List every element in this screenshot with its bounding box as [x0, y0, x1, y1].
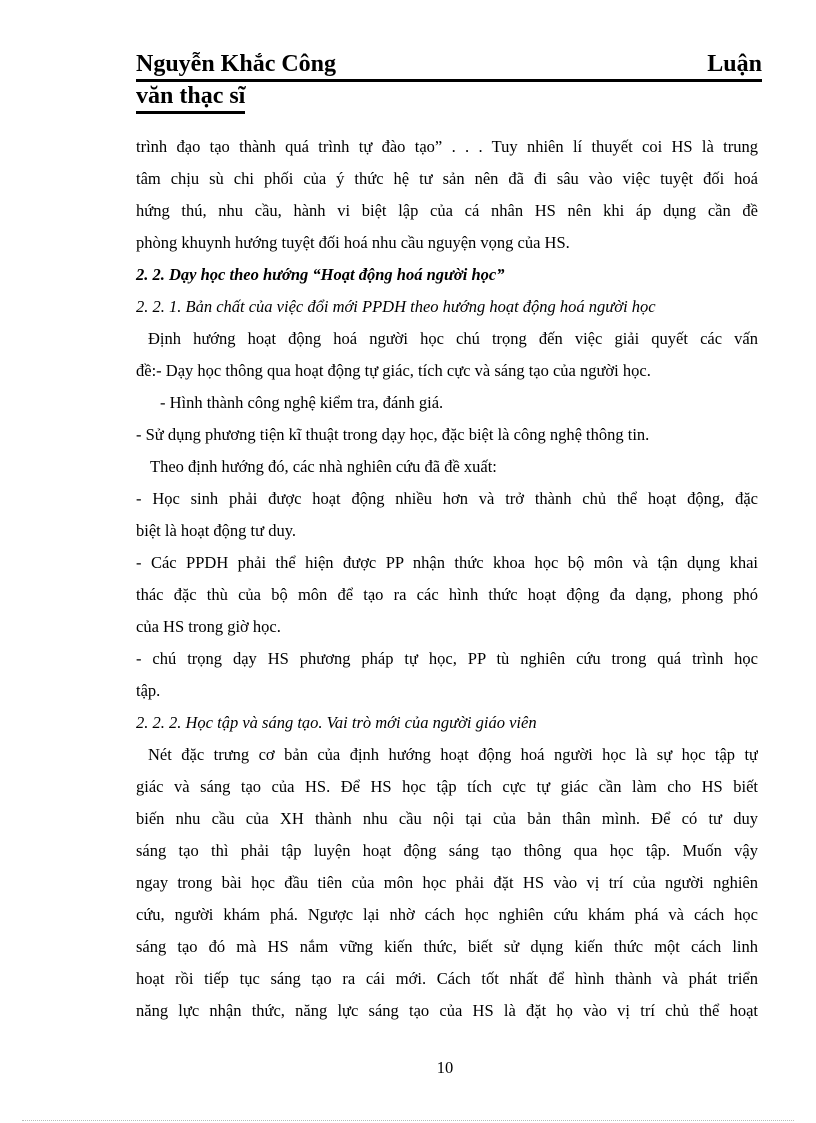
section-heading: 2. 2. 2. Học tập và sáng tạo. Vai trò mới của người giáo viên: [136, 713, 537, 732]
text-line: hứng thú, nhu cầu, hành vi biệt lập của cá nhân HS nên khi áp dụng cần đề: [136, 201, 758, 220]
document-body: [136, 131, 758, 1027]
text-line: biến nhu cầu của XH thành nhu cầu nội tại của bản thân mình. Để có tư duy: [136, 809, 758, 828]
page-number: 10: [436, 1058, 454, 1077]
text-line: - Sử dụng phương tiện kĩ thuật trong dạy học, đặc biệt là công nghệ thông tin.: [136, 425, 650, 444]
text-line: hoạt rồi tiếp tục sáng tạo ra cái mới. Cách tốt nhất để hình thành và phát triển: [136, 969, 758, 988]
author-name: Nguyễn Khắc Công: [136, 51, 337, 77]
section-heading: 2. 2. 1. Bản chất của việc đổi mới PPDH theo hướng hoạt động hoá người học: [136, 297, 656, 316]
text-line: ngay trong bài học đầu tiên của môn học phải đặt HS vào vị trí của người nghiên: [136, 873, 758, 892]
section-heading: 2. 2. Dạy học theo hướng “Hoạt động hoá người học”: [136, 265, 505, 284]
text-line: Nét đặc trưng cơ bản của định hướng hoạt động hoá người học là sự học tập tự: [148, 745, 758, 764]
text-line: biệt là hoạt động tư duy.: [136, 521, 297, 540]
text-line: - Các PPDH phải thể hiện được PP nhận thức khoa học bộ môn và tận dụng khai: [136, 553, 758, 572]
text-line: của HS trong giờ học.: [136, 617, 281, 636]
text-line: Định hướng hoạt động hoá người học chú trọng đến việc giải quyết các vấn: [148, 329, 758, 348]
page-header: [136, 50, 762, 114]
text-line: thác đặc thù của bộ môn để tạo ra các hình thức hoạt động đa dạng, phong phó: [136, 585, 758, 604]
thesis-title-part1: Luận: [707, 51, 762, 77]
text-line: giác và sáng tạo của HS. Để HS học tập tích cực tự giác cần làm cho HS biết: [136, 777, 758, 796]
text-line: trình đạo tạo thành quá trình tự đào tạo” . . . Tuy nhiên lí thuyết coi HS là trung: [136, 137, 758, 156]
text-line: sáng tạo đó mà HS nắm vững kiến thức, biết sử dụng kiến thức một cách linh: [136, 937, 758, 956]
page-bottom-border: [22, 1120, 794, 1121]
text-line: - Học sinh phải được hoạt động nhiều hơn và trở thành chủ thể hoạt động, đặc: [136, 489, 758, 508]
text-line: đề:- Dạy học thông qua hoạt động tự giác, tích cực và sáng tạo của người học.: [136, 361, 651, 380]
text-line: tâm chịu sù chi phối của ý thức hệ tư sản nên đã đi sâu vào việc tuyệt đối hoá: [136, 169, 758, 188]
text-line: năng lực nhận thức, năng lực sáng tạo của HS là đặt họ vào vị trí chủ thể hoạt: [136, 1001, 758, 1020]
text-line: sáng tạo thì phải tập luyện hoạt động sáng tạo thông qua học tập. Muốn vậy: [136, 841, 758, 860]
text-line: cứu, người khám phá. Ngược lại nhờ cách học nghiên cứu khám phá và cách học: [136, 905, 758, 924]
text-line: phòng khuynh hướng tuyệt đối hoá nhu cầu nguyện vọng của HS.: [136, 233, 570, 252]
text-line: - chú trọng dạy HS phương pháp tự học, PP tù nghiên cứu trong quá trình học: [136, 649, 758, 668]
header-row: [136, 50, 762, 82]
text-line: tập.: [136, 681, 161, 700]
text-line: Theo định hướng đó, các nhà nghiên cứu đã đề xuất:: [150, 457, 497, 476]
text-line: - Hình thành công nghệ kiểm tra, đánh giá.: [160, 393, 444, 412]
thesis-title-part2: văn thạc sĩ: [136, 82, 245, 114]
